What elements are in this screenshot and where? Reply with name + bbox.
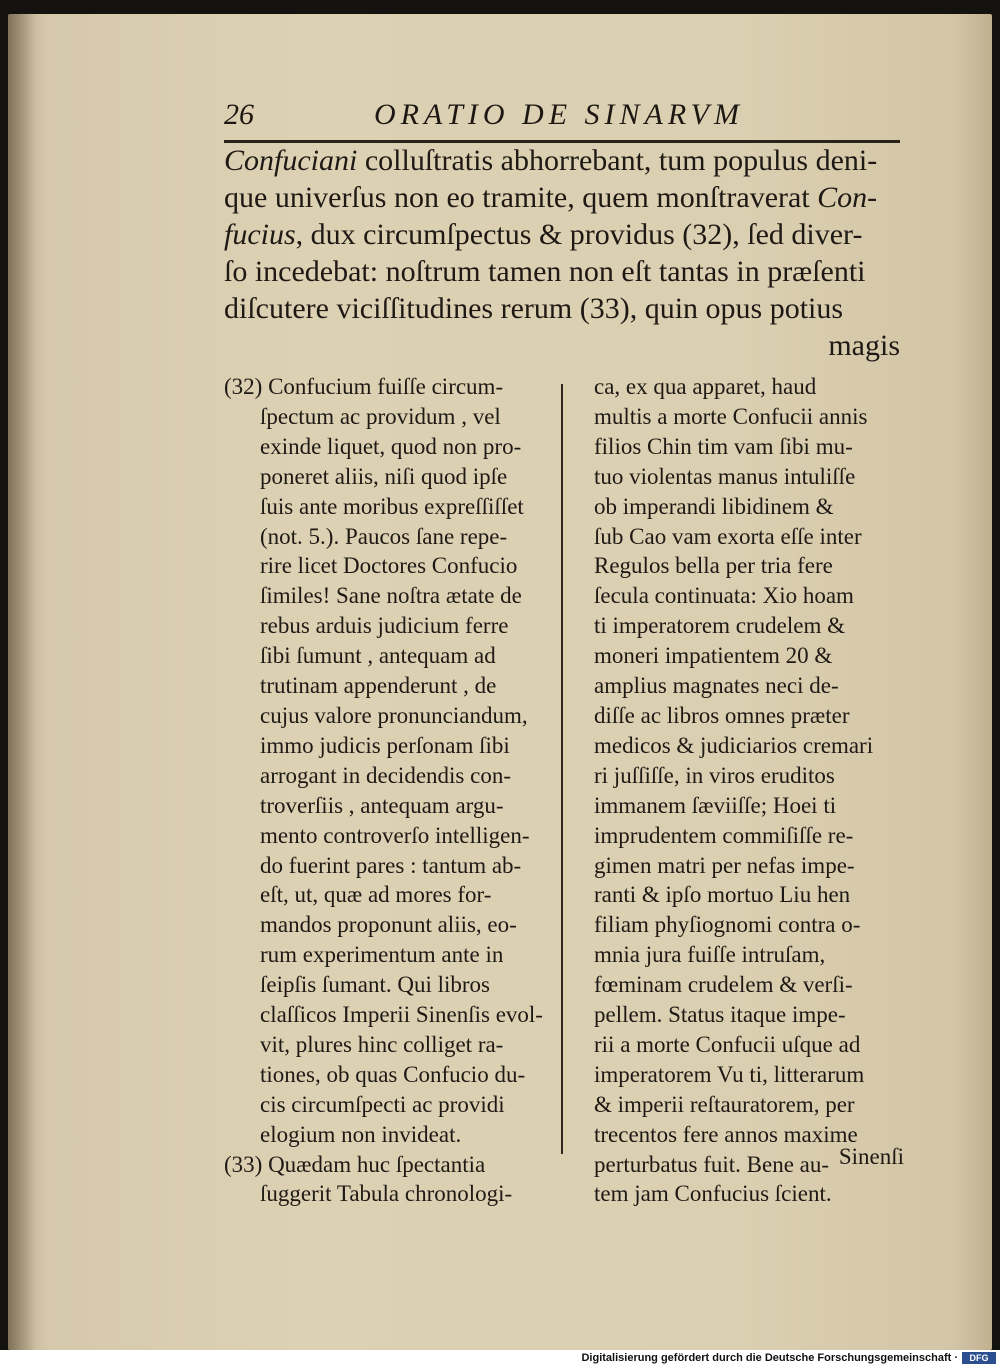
running-head xyxy=(224,98,764,132)
footnote-line: ca, ex qua apparet, haud xyxy=(594,374,817,399)
footnote-line: Regulos bella per tria fere xyxy=(594,553,833,579)
footnote-line: mnia jura fuiſſe intruſam, xyxy=(594,942,826,968)
footnote-line: immanem ſæviiſſe; Hoei ti xyxy=(594,792,837,818)
footnote-line: poneret aliis, niſi quod ipſe xyxy=(260,463,508,489)
footnote-line: rii a morte Confucii uſque ad xyxy=(594,1031,861,1057)
footnote-line: medicos & judiciarios cremari xyxy=(594,732,874,758)
column-divider xyxy=(561,384,563,1154)
footnote-line: gimen matri per nefas impe- xyxy=(594,852,855,878)
main-line: diſcutere viciſſitudines rerum (33), quin opus potius xyxy=(224,292,844,325)
footnote-line: ranti & ipſo mortuo Liu hen xyxy=(594,882,851,908)
footnote-line: imprudentem commiſiſſe re- xyxy=(594,822,854,848)
footnote-line: (33) Quædam huc ſpectantia xyxy=(224,1151,486,1177)
footnote-line: cujus valore pronunciandum, xyxy=(260,702,528,728)
main-line: magis xyxy=(828,329,900,362)
main-line: Confuciani colluſtratis abhorrebant, tum populus deni- xyxy=(224,144,878,177)
main-line: ſo incedebat: noſtrum tamen non eſt tantas in præſenti xyxy=(224,255,866,288)
footnote-line: multis a morte Confucii annis xyxy=(594,403,868,429)
footnote-line: (not. 5.). Paucos ſane repe- xyxy=(260,523,508,549)
footnote-line: ſeipſis ſumant. Qui libros xyxy=(260,972,490,998)
footnote-line: pellem. Status itaque impe- xyxy=(594,1002,846,1028)
footnote-line: filios Chin tim vam ſibi mu- xyxy=(594,433,853,459)
footnote-line: ſpectum ac providum , vel xyxy=(260,403,501,429)
footnote-line: ob imperandi libidinem & xyxy=(594,493,834,519)
main-line: fucius, dux circumſpectus & providus (32), ſed diver- xyxy=(224,218,863,251)
page-number: 26 xyxy=(224,98,254,131)
footnote-line: imperatorem Vu ti, litterarum xyxy=(594,1061,865,1087)
footnote-line: rebus arduis judicium ferre xyxy=(260,613,509,639)
running-title: ORATIO DE SINARVM xyxy=(374,98,744,131)
footnote-line: trutinam appenderunt , de xyxy=(260,673,497,699)
footnote-line: diſſe ac libros omnes præter xyxy=(594,702,850,728)
footnote-line: moneri impatientem 20 & xyxy=(594,643,833,669)
footnote-line: troverſiis , antequam argu- xyxy=(260,792,504,818)
footnote-line: perturbatus fuit. Bene au- xyxy=(594,1151,830,1177)
catchword: Sinenſi xyxy=(838,1144,904,1169)
footnote-line: immo judicis perſonam ſibi xyxy=(260,732,510,758)
footnote-line: trecentos fere annos maxime xyxy=(594,1121,858,1147)
footer-credit: Digitalisierung gefördert durch die Deutsche Forschungsgemeinschaft · xyxy=(581,1352,958,1364)
footnote-line: ri juſſiſſe, in viros eruditos xyxy=(594,762,835,788)
main-text xyxy=(224,142,900,364)
footnote-column-left xyxy=(224,372,549,1209)
footnote-line: filiam phyſiognomi contra o- xyxy=(594,912,861,938)
page-gutter-shadow xyxy=(8,14,36,1350)
footnote-column-right xyxy=(594,372,904,1209)
footnote-line: tuo violentas manus intuliſſe xyxy=(594,463,856,489)
footnotes xyxy=(224,372,904,1207)
footnote-line: ſuis ante moribus expreſſiſſet xyxy=(260,493,524,519)
footnote-line: ſimiles! Sane noſtra ætate de xyxy=(260,583,522,609)
footnote-line: cis circumſpecti ac providi xyxy=(260,1091,505,1117)
footnote-line: eſt, ut, quæ ad mores for- xyxy=(260,882,492,908)
footnote-line: ſub Cao vam exorta eſſe inter xyxy=(594,523,862,549)
footnote-line: vit, plures hinc colliget ra- xyxy=(260,1031,504,1057)
footnote-line: fœminam crudelem & verſi- xyxy=(594,972,853,998)
footnote-line: arrogant in decidendis con- xyxy=(260,762,511,788)
footnote-line: mento controverſo intelligen- xyxy=(260,822,530,848)
footnote-line: ſuggerit Tabula chronologi- xyxy=(260,1181,513,1207)
footnote-line: tem jam Confucius ſcient. xyxy=(594,1181,832,1207)
footnote-line: exinde liquet, quod non pro- xyxy=(260,433,522,459)
footnote-line: rum experimentum ante in xyxy=(260,942,504,968)
book-page xyxy=(8,14,992,1350)
footnote-line: mandos proponunt aliis, eo- xyxy=(260,912,517,938)
dfg-logo: DFG xyxy=(962,1352,996,1364)
digitization-footer xyxy=(0,1350,1000,1367)
footnote-line: ſecula continuata: Xio hoam xyxy=(594,583,854,609)
footnote-line: & imperii reſtauratorem, per xyxy=(594,1091,855,1117)
footnote-line: (32) Confucium fuiſſe circum- xyxy=(224,374,504,399)
footnote-line: elogium non invideat. xyxy=(260,1121,462,1147)
footnote-line: claſſicos Imperii Sinenſis evol- xyxy=(260,1002,543,1028)
footnote-line: ti imperatorem crudelem & xyxy=(594,613,845,639)
footnote-line: amplius magnates neci de- xyxy=(594,673,839,699)
footnote-line: tiones, ob quas Confucio du- xyxy=(260,1061,526,1087)
main-line: que univerſus non eo tramite, quem monſtraverat Con- xyxy=(224,181,878,214)
footnote-line: rire licet Doctores Confucio xyxy=(260,553,518,579)
footnote-line: do fuerint pares : tantum ab- xyxy=(260,852,522,878)
footnote-line: ſibi ſumunt , antequam ad xyxy=(260,643,496,669)
